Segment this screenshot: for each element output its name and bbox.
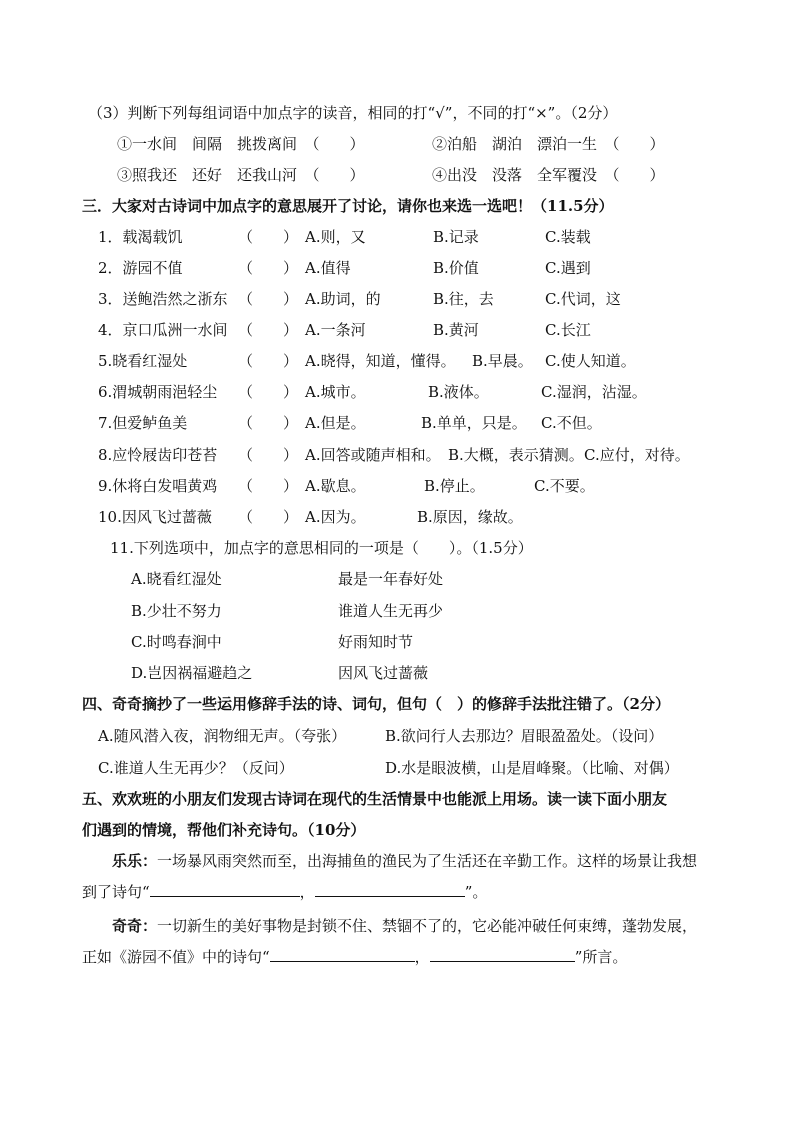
s3-item9-option-c: C.不要。 — [534, 477, 595, 495]
s3-item1-option-a: A.则，又 — [305, 228, 366, 246]
s3-q11-option-d-right: 因风飞过蔷薇 — [338, 664, 429, 682]
qiqi-text: 一切新生的美好事物是封锁不住、禁锢不了的，它必能冲破任何束缚，蓬勃发展，正如《游园不值》中的诗句“ — [82, 917, 698, 966]
s3-item8-paren: （ ） — [238, 446, 299, 464]
qiqi-end: ”所言。 — [574, 948, 628, 966]
s3-q11-option-a-left: A.晓看红湿处 — [131, 570, 222, 588]
s4-option-b: B.欲问行人去那边？眉眼盈盈处。（设问） — [385, 727, 664, 745]
lele-end: ”。 — [464, 883, 488, 901]
s3-item6-question: 6.渭城朝雨浥轻尘 — [98, 383, 218, 401]
s3-item6-option-a: A.城市。 — [305, 383, 366, 401]
s3-item1-paren: （ ） — [238, 228, 299, 246]
lele-name: 乐乐： — [112, 852, 158, 870]
s3-item7-option-a: A.但是。 — [305, 414, 366, 432]
lele-paragraph — [82, 846, 712, 908]
section5-title-line2: 们遇到的情境，帮他们补充诗句。（10分） — [82, 821, 366, 839]
q3-row1-left: ①一水间 间隔 挑拨离间 （ ） — [117, 135, 365, 153]
s3-item2-paren: （ ） — [238, 259, 299, 277]
s3-q11-option-c-left: C.时鸣春涧中 — [131, 633, 222, 651]
s3-item4-paren: （ ） — [238, 321, 299, 339]
section3-title: 三．大家对古诗词中加点字的意思展开了讨论，请你也来选一选吧！（11.5分） — [82, 197, 614, 215]
s3-item7-question: 7.但爱鲈鱼美 — [98, 414, 188, 432]
q3-row1-right: ②泊船 湖泊 漂泊一生 （ ） — [432, 135, 665, 153]
s3-item10-question: 10.因风飞过蔷薇 — [98, 508, 212, 526]
s3-item4-option-c: C.长江 — [545, 321, 591, 339]
s3-item7-paren: （ ） — [238, 414, 299, 432]
s3-item6-option-b: B.液体。 — [428, 383, 489, 401]
s3-item10-option-b: B.原因，缘故。 — [417, 508, 523, 526]
s3-item2-option-b: B.价值 — [433, 259, 479, 277]
lele-answer-blank-2[interactable] — [315, 882, 465, 897]
section4-title: 四、奇奇摘抄了一些运用修辞手法的诗、词句，但句（ ）的修辞手法批注错了。（2分） — [82, 695, 670, 713]
s3-item5-option-a: A.晓得，知道，懂得。 — [305, 352, 456, 370]
s3-item6-paren: （ ） — [238, 383, 299, 401]
s3-q11-option-b-left: B.少壮不努力 — [131, 602, 222, 620]
s3-item8-option-a: A.回答或随声相和。 — [305, 446, 441, 464]
s3-item2-option-a: A.值得 — [305, 259, 351, 277]
qiqi-answer-blank-2[interactable] — [430, 947, 575, 962]
s4-option-d: D.水是眼波横，山是眉峰聚。（比喻、对偶） — [385, 759, 679, 777]
qiqi-sep: ， — [414, 948, 430, 966]
s3-item3-paren: （ ） — [238, 290, 299, 308]
s3-item4-option-a: A.一条河 — [305, 321, 366, 339]
s3-item8-question: 8.应怜屐齿印苍苔 — [98, 446, 218, 464]
s3-item8-option-c: C.应付，对待。 — [584, 446, 690, 464]
s3-q11-title: 11.下列选项中，加点字的意思相同的一项是（ ）。（1.5分） — [110, 539, 533, 557]
qiqi-answer-blank-1[interactable] — [270, 947, 415, 962]
s3-q11-option-b-right: 谁道人生无再少 — [338, 602, 444, 620]
s3-item3-question: 3．送鲍浩然之浙东 — [98, 290, 228, 308]
lele-text: 一场暴风雨突然而至，出海捕鱼的渔民为了生活还在辛勤工作。这样的场景让我想到了诗句“ — [82, 852, 698, 901]
s3-item3-option-b: B.往，去 — [433, 290, 494, 308]
s3-q11-option-c-right: 好雨知时节 — [338, 633, 414, 651]
s3-item9-question: 9.休将白发唱黄鸡 — [98, 477, 218, 495]
section5-title-line1: 五、欢欢班的小朋友们发现古诗词在现代的生活情景中也能派上用场。读一读下面小朋友 — [82, 790, 668, 808]
s3-item1-option-b: B.记录 — [433, 228, 479, 246]
s3-item9-option-b: B.停止。 — [424, 477, 485, 495]
s3-item6-option-c: C.湿润，沾湿。 — [541, 383, 647, 401]
s3-item10-option-a: A.因为。 — [305, 508, 366, 526]
s3-item7-option-c: C.不但。 — [541, 414, 602, 432]
s3-item8-option-b: B.大概，表示猜测。 — [448, 446, 584, 464]
s3-item5-option-c: C.使人知道。 — [545, 352, 636, 370]
s3-item1-question: 1．载渴载饥 — [98, 228, 183, 246]
qiqi-name: 奇奇： — [112, 917, 158, 935]
s3-item5-paren: （ ） — [238, 352, 299, 370]
s3-item3-option-c: C.代词，这 — [545, 290, 621, 308]
s3-item7-option-b: B.单单，只是。 — [421, 414, 527, 432]
s4-option-c: C.谁道人生无再少？（反问） — [98, 759, 294, 777]
s3-item9-option-a: A.歇息。 — [305, 477, 366, 495]
q3-row2-right: ④出没 没落 全军覆没 （ ） — [432, 166, 665, 184]
s3-q11-option-d-left: D.岂因祸福避趋之 — [131, 664, 253, 682]
lele-answer-blank-1[interactable] — [150, 882, 300, 897]
s3-q11-option-a-right: 最是一年春好处 — [338, 570, 444, 588]
q3-title: （3）判断下列每组词语中加点字的读音，相同的打“√”，不同的打“×”。（2分） — [88, 104, 618, 122]
s3-item10-paren: （ ） — [238, 508, 299, 526]
qiqi-paragraph — [82, 911, 712, 973]
s3-item9-paren: （ ） — [238, 477, 299, 495]
lele-sep: ， — [299, 883, 315, 901]
s3-item2-question: 2．游园不值 — [98, 259, 183, 277]
s3-item4-option-b: B.黄河 — [433, 321, 479, 339]
q3-row2-left: ③照我还 还好 还我山河 （ ） — [117, 166, 365, 184]
s3-item2-option-c: C.遇到 — [545, 259, 591, 277]
s3-item4-question: 4．京口瓜洲一水间 — [98, 321, 228, 339]
s3-item5-option-b: B.早晨。 — [472, 352, 533, 370]
s3-item1-option-c: C.装载 — [545, 228, 591, 246]
s3-item3-option-a: A.助词，的 — [305, 290, 381, 308]
s4-option-a: A.随风潜入夜，润物细无声。（夸张） — [98, 727, 347, 745]
s3-item5-question: 5.晓看红湿处 — [98, 352, 188, 370]
